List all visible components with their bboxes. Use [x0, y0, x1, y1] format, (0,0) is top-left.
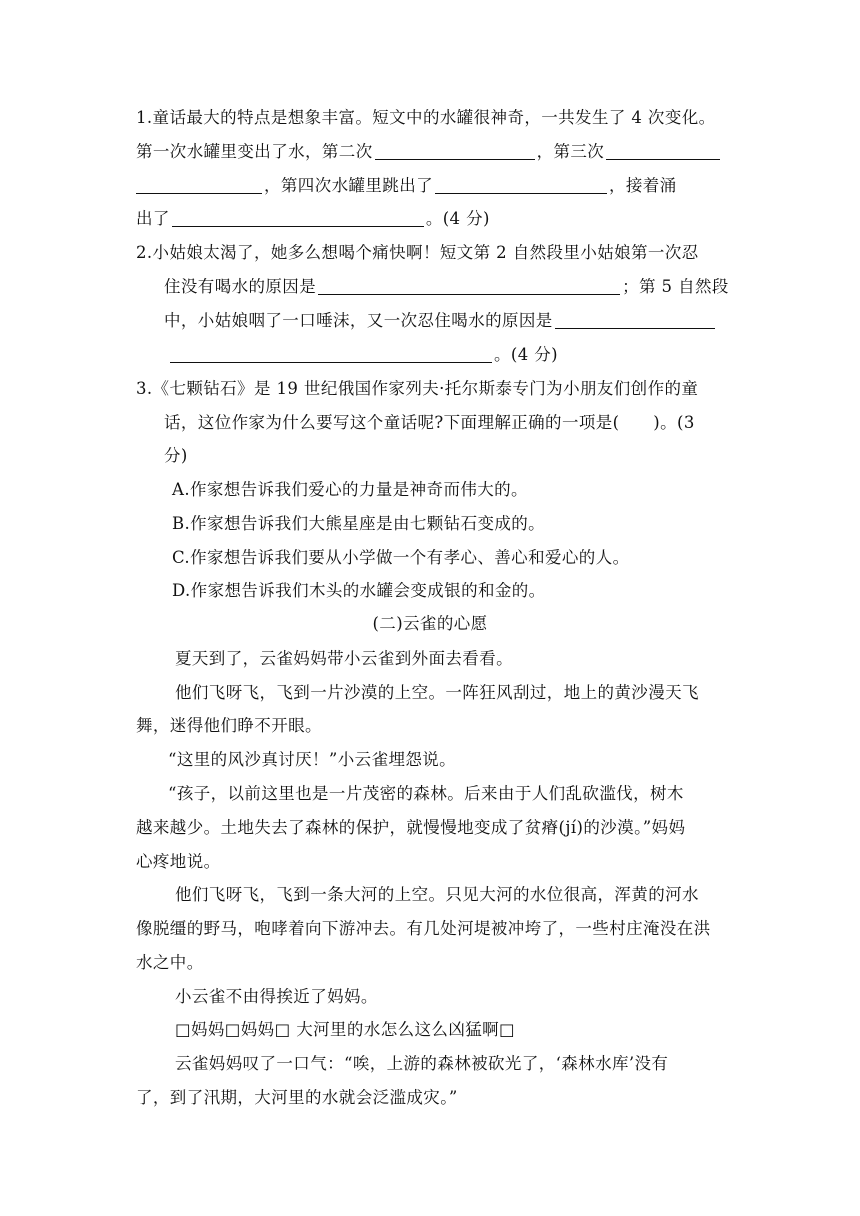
q1-blank-fourth-change[interactable]	[435, 177, 607, 194]
question-2-line-1: 2.小姑娘太渴了，她多么想喝个痛快啊！短文第 2 自然段里小姑娘第一次忍	[136, 243, 699, 262]
story-paragraph-5-line-1: 他们飞呀飞，飞到一条大河的上空。只见大河的水位很高，浑黄的河水	[175, 885, 699, 904]
question-1-line-3	[136, 176, 677, 196]
story-paragraph-8-line-2: 了，到了汛期，大河里的水就会泛滥成灾。”	[136, 1088, 458, 1107]
question-3-line-2: 话，这位作家为什么要写这个童话呢?下面理解正确的一项是( )。(3	[164, 413, 695, 432]
option-a[interactable]: A.作家想告诉我们爱心的力量是神奇而伟大的。	[172, 480, 528, 499]
story-paragraph-7-punctuation-exercise: □妈妈□妈妈□ 大河里的水怎么这么凶猛啊□	[175, 1020, 516, 1039]
question-3-line-1: 3.《七颗钻石》是 19 世纪俄国作家列夫·托尔斯泰专门为小朋友们创作的童	[136, 379, 699, 398]
q2-blank-first-reason[interactable]	[318, 278, 620, 295]
q1-blank-gushed-out[interactable]	[172, 210, 424, 227]
story-paragraph-5-line-3: 水之中。	[136, 953, 204, 972]
story-paragraph-6: 小云雀不由得挨近了妈妈。	[175, 987, 378, 1006]
q1-blank-third-change-part2[interactable]	[136, 177, 262, 194]
story-paragraph-1: 夏天到了，云雀妈妈带小云雀到外面去看看。	[175, 649, 513, 668]
q1-score: 。(4 分)	[425, 209, 490, 228]
option-c[interactable]: C.作家想告诉我们要从小学做一个有孝心、善心和爱心的人。	[172, 548, 630, 567]
story-title: (二)云雀的心愿	[372, 614, 488, 633]
q2-text: 住没有喝水的原因是	[164, 277, 317, 296]
q2-text: 中，小姑娘咽了一口唾沫，又一次忍住喝水的原因是	[164, 311, 553, 330]
story-paragraph-2-line-1: 他们飞呀飞，飞到一片沙漠的上空。一阵狂风刮过，地上的黄沙漫天飞	[175, 683, 699, 702]
q1-text: ，第三次	[536, 142, 605, 161]
q2-blank-second-reason-part1[interactable]	[555, 312, 715, 329]
question-2-line-2	[164, 277, 729, 297]
q1-blank-second-change[interactable]	[375, 143, 535, 160]
option-d[interactable]: D.作家想告诉我们木头的水罐会变成银的和金的。	[172, 581, 546, 600]
question-1-line-1: 1.童话最大的特点是想象丰富。短文中的水罐很神奇，一共发生了 4 次变化。	[136, 108, 716, 127]
story-paragraph-4-line-1: “孩子，以前这里也是一片茂密的森林。后来由于人们乱砍滥伐，树木	[168, 784, 684, 803]
story-paragraph-8-line-1: 云雀妈妈叹了一口气：“唉，上游的森林被砍光了，‘森林水库’没有	[175, 1054, 669, 1073]
option-b[interactable]: B.作家想告诉我们大熊星座是由七颗钻石变成的。	[172, 514, 546, 533]
question-1-line-2	[136, 142, 722, 162]
question-2-line-4	[170, 345, 558, 365]
q2-score: 。(4 分)	[494, 345, 559, 364]
question-1-line-4	[136, 209, 490, 229]
q2-blank-second-reason-part2[interactable]	[170, 346, 492, 363]
story-paragraph-4-line-3: 心疼地说。	[136, 852, 221, 871]
story-paragraph-2-line-2: 舞，迷得他们睁不开眼。	[136, 716, 322, 735]
q1-text: 第一次水罐里变出了水，第二次	[136, 142, 373, 161]
q2-text: ；第 5 自然段	[622, 277, 729, 296]
q1-text: ，接着涌	[609, 176, 677, 195]
question-2-line-3	[164, 311, 717, 331]
q1-text: ，第四次水罐里跳出了	[264, 176, 433, 195]
story-paragraph-4-line-2: 越来越少。土地失去了森林的保护，就慢慢地变成了贫瘠(jí)的沙漠。”妈妈	[136, 818, 686, 837]
q1-text: 出了	[136, 209, 170, 228]
story-paragraph-5-line-2: 像脱缰的野马，咆哮着向下游冲去。有几处河堤被冲垮了，一些村庄淹没在洪	[136, 919, 711, 938]
question-3-line-3: 分)	[164, 446, 188, 465]
story-paragraph-3: “这里的风沙真讨厌！”小云雀埋怨说。	[168, 750, 457, 769]
q1-blank-third-change-part1[interactable]	[606, 143, 720, 160]
